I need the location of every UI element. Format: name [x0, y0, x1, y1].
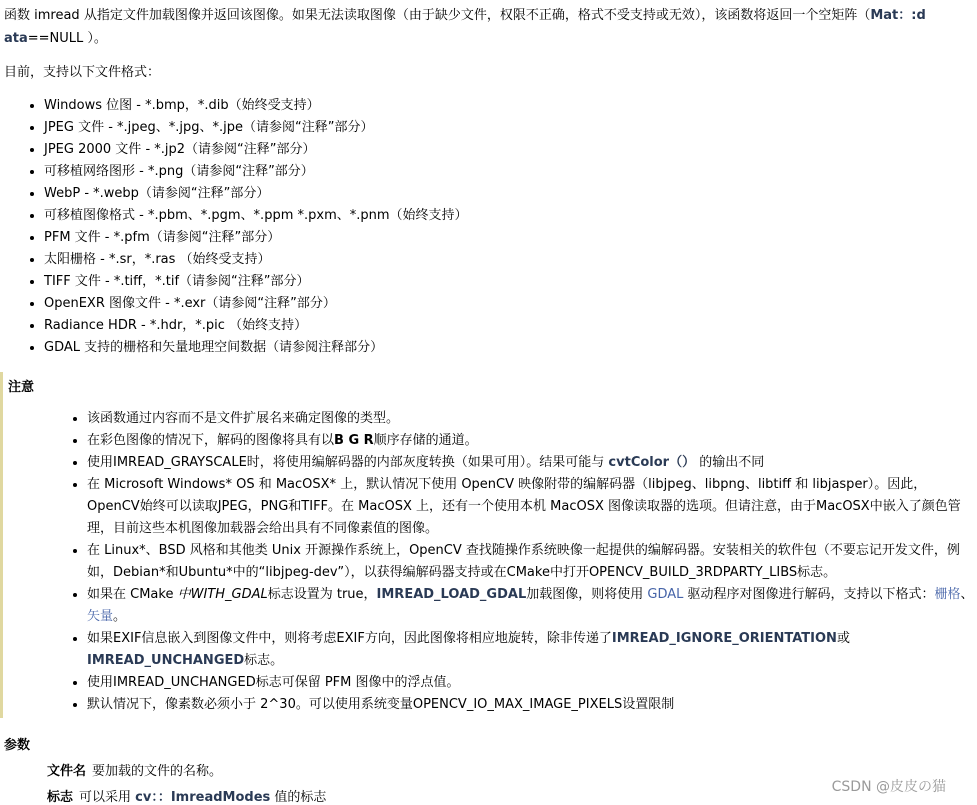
list-item: • 可移植图像格式 - *.pbm、*.pgm、*.ppm *.pxm、*.pnm（始终支持） — [44, 205, 468, 227]
note-item: • 如果在 CMake 中WITH_GDAL标志设置为 true，IMREAD_LOAD_GDAL加载图像，则将使用 GDAL 驱动程序对图像进行解码，支持以下格式：栅格、矢量。 — [87, 584, 977, 628]
list-item: • TIFF 文件 - *.tiff，*.tif（请参阅“注释”部分） — [44, 271, 468, 293]
gdal-link[interactable]: GDAL — [647, 587, 684, 602]
note-item: • 默认情况下，像素数必须小于 2^30。可以使用系统变量OPENCV_IO_MAX_IMAGE_PIXELS设置限制 — [87, 694, 977, 716]
note-section — [0, 372, 974, 718]
list-item: • 可移植网络图形 - *.png（请参阅“注释”部分） — [44, 161, 468, 183]
list-item: • OpenEXR 图像文件 - *.exr（请参阅“注释”部分） — [44, 293, 468, 315]
notes-list — [67, 408, 977, 716]
intro-paragraph: 函数 imread 从指定文件加载图像并返回该图像。如果无法读取图像（由于缺少文件，权限不正确，格式不受支持或无效），该函数将返回一个空矩阵（Mat：:d ata==NULL ）。 — [4, 8, 926, 46]
list-item: • Radiance HDR - *.hdr，*.pic （始终支持） — [44, 315, 468, 337]
note-title: 注意 — [8, 380, 35, 395]
formats-list — [24, 95, 468, 359]
note-item: • 在 Microsoft Windows* OS 和 MacOSX* 上，默认情况下使用 OpenCV 映像附带的编解码器（libjpeg、libpng、libtiff 和 libjasper）。因此，OpenCV始终可以读取JPEG，PNG和TIFF。在 MacOSX 上，还有一个使用本机 MacOSX 图像读取器的选项。但请注意，由于MacOSX中嵌入了颜色管理，目前这些本机图像加载器会给出具有不同像素值的图像。 — [87, 474, 977, 540]
list-item: • PFM 文件 - *.pfm（请参阅“注释”部分） — [44, 227, 468, 249]
list-item: • JPEG 文件 - *.jpeg、*.jpg、*.jpe（请参阅“注释”部分） — [44, 117, 468, 139]
note-item: • 使用IMREAD_UNCHANGED标志可保留 PFM 图像中的浮点值。 — [87, 672, 977, 694]
mat-code: Mat：:d ata — [4, 8, 926, 46]
imread-unchanged-link[interactable]: IMREAD_UNCHANGED — [87, 653, 245, 668]
list-item: • WebP - *.webp（请参阅“注释”部分） — [44, 183, 468, 205]
imread-load-gdal-link[interactable]: IMREAD_LOAD_GDAL — [376, 587, 527, 602]
param-flags: 标志 可以采用 cv：：ImreadModes 值的标志 — [47, 790, 327, 805]
raster-link[interactable]: 栅格 — [934, 587, 961, 602]
note-item: • 如果EXIF信息嵌入到图像文件中，则将考虑EXIF方向，因此图像将相应地旋转，除非传递了IMREAD_IGNORE_ORIENTATION或IMREAD_UNCHANGED标志。 — [87, 628, 977, 672]
imread-ignore-orientation-link[interactable]: IMREAD_IGNORE_ORIENTATION — [611, 631, 837, 646]
list-item: • Windows 位图 - *.bmp，*.dib（始终受支持） — [44, 95, 468, 117]
note-item: • 在彩色图像的情况下，解码的图像将具有以B G R顺序存储的通道。 — [87, 430, 977, 452]
note-item: • 该函数通过内容而不是文件扩展名来确定图像的类型。 — [87, 408, 977, 430]
vector-link[interactable]: 矢量 — [87, 609, 114, 624]
formats-heading: 目前，支持以下文件格式： — [4, 65, 161, 80]
cvtcolor-link[interactable]: cvtColor（） — [608, 455, 696, 470]
params-heading: 参数 — [4, 738, 31, 753]
note-item: • 在 Linux*、BSD 风格和其他类 Unix 开源操作系统上，OpenCV 查找随操作系统映像一起提供的编解码器。安装相关的软件包（不要忘记开发文件，例如，Debian*和Ubuntu*中的“libjpeg-dev”），以获得编解码器支持或在CMake中打开OPENCV_BUILD_3RDPARTY_LIBS标志。 — [87, 540, 977, 584]
note-item: • 使用IMREAD_GRAYSCALE时，将使用编解码器的内部灰度转换（如果可用）。结果可能与 cvtColor（） 的输出不同 — [87, 452, 977, 474]
param-filename: 文件名 要加载的文件的名称。 — [47, 764, 223, 779]
list-item: • GDAL 支持的栅格和矢量地理空间数据（请参阅注释部分） — [44, 337, 468, 359]
list-item: • JPEG 2000 文件 - *.jp2（请参阅“注释”部分） — [44, 139, 468, 161]
watermark: CSDN @皮皮の猫 — [831, 779, 946, 795]
list-item: • 太阳栅格 - *.sr，*.ras （始终受支持） — [44, 249, 468, 271]
imreadmodes-link[interactable]: cv：：ImreadModes — [135, 790, 271, 805]
